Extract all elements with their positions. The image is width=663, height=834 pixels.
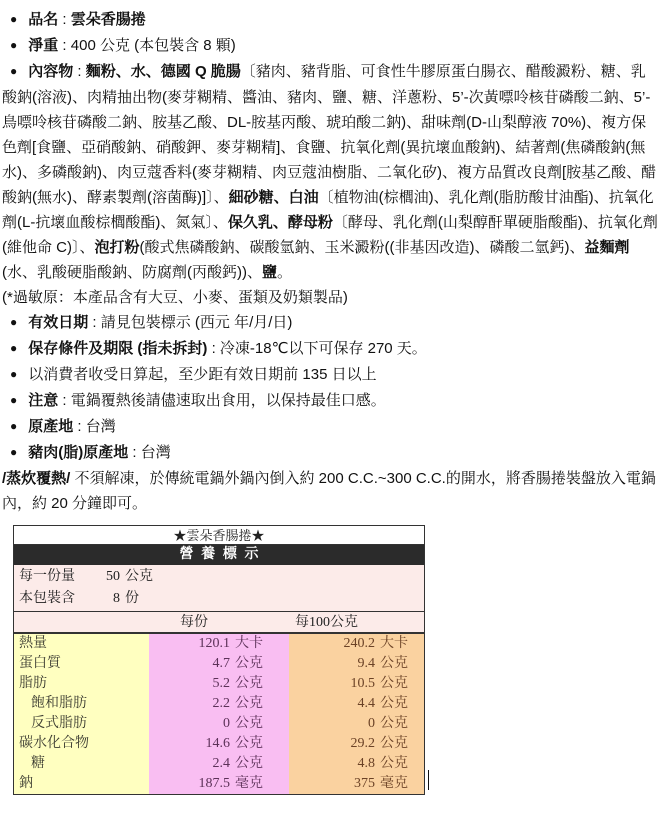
product-info-list (2, 7, 660, 516)
nutrition-row (14, 774, 424, 794)
net-weight-text: 淨重 (28, 37, 59, 54)
ingredients-text: 麵粉、水、德國 Q 脆腸 (85, 63, 241, 80)
origin (2, 414, 660, 440)
value-unit: 公克 (235, 716, 263, 731)
value-number: 187.5 (198, 776, 230, 791)
value-unit: 公克 (380, 736, 408, 751)
reheat-instructions-text: /蒸炊覆熱/ (2, 470, 71, 487)
ingredients-text: 鹽 (261, 264, 277, 281)
ingredients-text: (水、乳酸硬脂酸鈉、防腐劑(丙酸鈣))、 (2, 264, 262, 281)
per-100g-value (289, 654, 424, 674)
delivery-note-text: 以消費者收受日算起，至少距有效日期前 135 日以上 (28, 366, 377, 383)
ingredients (2, 59, 660, 285)
value-number: 240.2 (343, 636, 375, 651)
value-unit: 公克 (235, 656, 263, 671)
bullet-icon: ● (10, 341, 18, 355)
nutrient-label: 糖 (14, 754, 149, 774)
per-serving-value (149, 694, 289, 714)
storage-condition-text: : 冷凍-18℃以下可保存 270 天。 (207, 340, 427, 357)
value-number: 4.8 (357, 756, 375, 771)
caution-text: : 電鍋覆熱後請儘速取出食用，以保持最佳口感。 (58, 392, 386, 409)
nutrition-row (14, 754, 424, 774)
caution (2, 388, 660, 414)
nutrition-facts-header: 營養標示 (14, 545, 424, 565)
value-unit: 公克 (235, 676, 263, 691)
nutrient-label: 鈉 (14, 774, 149, 794)
bullet-icon: ● (10, 12, 18, 26)
text-cursor-artifact (428, 770, 429, 790)
ingredients-text: 內容物 (28, 63, 74, 80)
pork-origin-text: 豬肉(脂)原產地 (28, 444, 129, 461)
column-header-spacer (14, 612, 149, 632)
ingredients-text: : (73, 63, 86, 80)
ingredients-text: 〔酵母、乳化劑(山梨醇酐單硬脂酸酯)、抗氧化劑(維他命 C)〕、 (2, 214, 658, 256)
nutrition-row (14, 654, 424, 674)
nutrient-label: 脂肪 (14, 674, 149, 694)
nutrition-row (14, 674, 424, 694)
product-name (2, 7, 660, 33)
value-number: 2.2 (212, 696, 230, 711)
per-100g-value (289, 754, 424, 774)
allergen-note-text: (*過敏原：本產品含有大豆、小麥、蛋類及奶類製品) (2, 289, 348, 306)
reheat-instructions (2, 466, 660, 516)
product-info-page (2, 7, 660, 795)
delivery-note (2, 362, 660, 388)
ingredients-text: 泡打粉 (94, 239, 140, 256)
origin-text: : 台灣 (73, 418, 116, 435)
bullet-icon: ● (10, 367, 18, 381)
nutrition-table-title: ★雲朵香腸捲★ (14, 526, 424, 545)
value-number: 4.7 (212, 656, 230, 671)
ingredients-text: 〔植物油(棕櫚油)、乳化劑(脂肪酸甘油酯)、抗氧化劑(L-抗壞血酸棕櫚酸酯)、氮氣〕、 (2, 189, 654, 231)
column-header-per-serving: 每份 (180, 615, 208, 630)
ingredients-text: 。 (277, 264, 293, 281)
serving-info-section (14, 565, 424, 612)
reheat-instructions-text: 不須解凍，於傳統電鍋外鍋內倒入約 200 C.C.~300 C.C.的開水，將香腸捲裝盤放入電鍋內，約 20 分鐘即可。 (2, 470, 656, 512)
nutrition-rows (14, 634, 424, 794)
per-serving-value (149, 774, 289, 794)
value-number: 29.2 (350, 736, 375, 751)
nutrient-label: 熱量 (14, 634, 149, 654)
nutrient-label: 反式脂肪 (14, 714, 149, 734)
nutrient-label: 飽和脂肪 (14, 694, 149, 714)
value-number: 375 (354, 776, 375, 791)
per-serving-value (149, 654, 289, 674)
nutrition-row (14, 634, 424, 654)
per-100g-value (289, 674, 424, 694)
value-number: 9.4 (357, 656, 375, 671)
bullet-icon: ● (10, 315, 18, 329)
value-number: 4.4 (357, 696, 375, 711)
nutrient-label: 蛋白質 (14, 654, 149, 674)
nutrition-row (14, 734, 424, 754)
value-unit: 公克 (235, 696, 263, 711)
value-number: 2.4 (212, 756, 230, 771)
value-unit: 公克 (380, 696, 408, 711)
pork-origin (2, 440, 660, 466)
per-100g-value (289, 694, 424, 714)
product-name-text: 雲朵香腸捲 (70, 11, 146, 28)
value-unit: 大卡 (235, 636, 263, 651)
serving-value: 8 (113, 591, 120, 606)
column-header-per-100g: 每100公克 (295, 615, 358, 630)
column-header-row (14, 612, 424, 634)
net-weight-text: : 400 公克 (本包裝含 8 顆) (58, 37, 236, 54)
per-serving-value (149, 754, 289, 774)
per-serving-value (149, 634, 289, 654)
value-unit: 公克 (380, 676, 408, 691)
value-number: 10.5 (350, 676, 375, 691)
value-unit: 公克 (380, 656, 408, 671)
per-100g-value (289, 714, 424, 734)
per-100g-value (289, 734, 424, 754)
serving-value: 50 (106, 569, 120, 584)
expiry-date-text: : 請見包裝標示 (西元 年/月/日) (88, 314, 293, 331)
value-unit: 毫克 (380, 776, 408, 791)
expiry-date (2, 310, 660, 336)
expiry-date-text: 有效日期 (28, 314, 89, 331)
bullet-icon: ● (10, 445, 18, 459)
value-number: 5.2 (212, 676, 230, 691)
allergen-note (2, 285, 660, 310)
serving-unit: 份 (125, 591, 139, 606)
storage-condition (2, 336, 660, 362)
product-name-text: : (58, 11, 71, 28)
per-100g-value (289, 774, 424, 794)
nutrition-table (13, 525, 425, 795)
serving-label: 每一份量 (19, 569, 75, 584)
nutrition-row (14, 714, 424, 734)
ingredients-text: 益麵劑 (584, 239, 630, 256)
per-serving-value (149, 674, 289, 694)
value-unit: 公克 (235, 736, 263, 751)
ingredients-text: 〔豬肉、豬背脂、可食性牛膠原蛋白腸衣、醋酸澱粉、糖、乳酸鈉(溶液)、肉精抽出物(麥芽糊精、醬油、豬肉、鹽、糖、洋蔥粉、5’-次黃嘌呤核苷磷酸二鈉、5’-鳥嘌呤核苷磷酸二鈉、胺基乙酸、DL-胺基丙酸、琥珀酸二鈉)、甜味劑(D-山梨醇液 70%)、複方保色劑[食鹽、亞硝酸鈉、硝酸鉀、麥芽糊精]、食鹽、抗氧化劑(異抗壞血酸鈉)、結著劑(焦磷酸鈉(無水)、多磷酸鈉)、肉豆蔻香料(麥芽糊精、肉豆蔻油樹脂、二氧化矽)、複方品質改良劑[胺基乙酸、醋酸鈉(無水)、酵素製劑(溶菌酶)]〕、 (2, 63, 657, 206)
value-number: 0 (368, 716, 375, 731)
serving-unit: 公克 (125, 569, 153, 584)
value-number: 14.6 (205, 736, 230, 751)
bullet-icon: ● (10, 64, 18, 78)
value-unit: 公克 (380, 756, 408, 771)
serving-row (14, 588, 424, 610)
bullet-icon: ● (10, 419, 18, 433)
value-number: 120.1 (198, 636, 230, 651)
ingredients-text: (酸式焦磷酸鈉、碳酸氫鈉、玉米澱粉((非基因改造)、磷酸二氫鈣)、 (139, 239, 585, 256)
value-unit: 大卡 (380, 636, 408, 651)
serving-label: 本包裝含 (19, 591, 75, 606)
bullet-icon: ● (10, 38, 18, 52)
value-unit: 毫克 (235, 776, 263, 791)
nutrient-label: 碳水化合物 (14, 734, 149, 754)
per-100g-value (289, 634, 424, 654)
per-serving-value (149, 734, 289, 754)
ingredients-text: 保久乳、酵母粉 (227, 214, 333, 231)
net-weight (2, 33, 660, 59)
caution-text: 注意 (28, 392, 59, 409)
serving-row (14, 566, 424, 588)
product-name-text: 品名 (28, 11, 59, 28)
storage-condition-text: 保存條件及期限 (指未拆封) (28, 340, 208, 357)
value-number: 0 (223, 716, 230, 731)
ingredients-text: 細砂糖、白油 (228, 189, 319, 206)
per-serving-value (149, 714, 289, 734)
value-unit: 公克 (380, 716, 408, 731)
origin-text: 原產地 (28, 418, 74, 435)
bullet-icon: ● (10, 393, 18, 407)
nutrition-row (14, 694, 424, 714)
value-unit: 公克 (235, 756, 263, 771)
pork-origin-text: : 台灣 (128, 444, 171, 461)
